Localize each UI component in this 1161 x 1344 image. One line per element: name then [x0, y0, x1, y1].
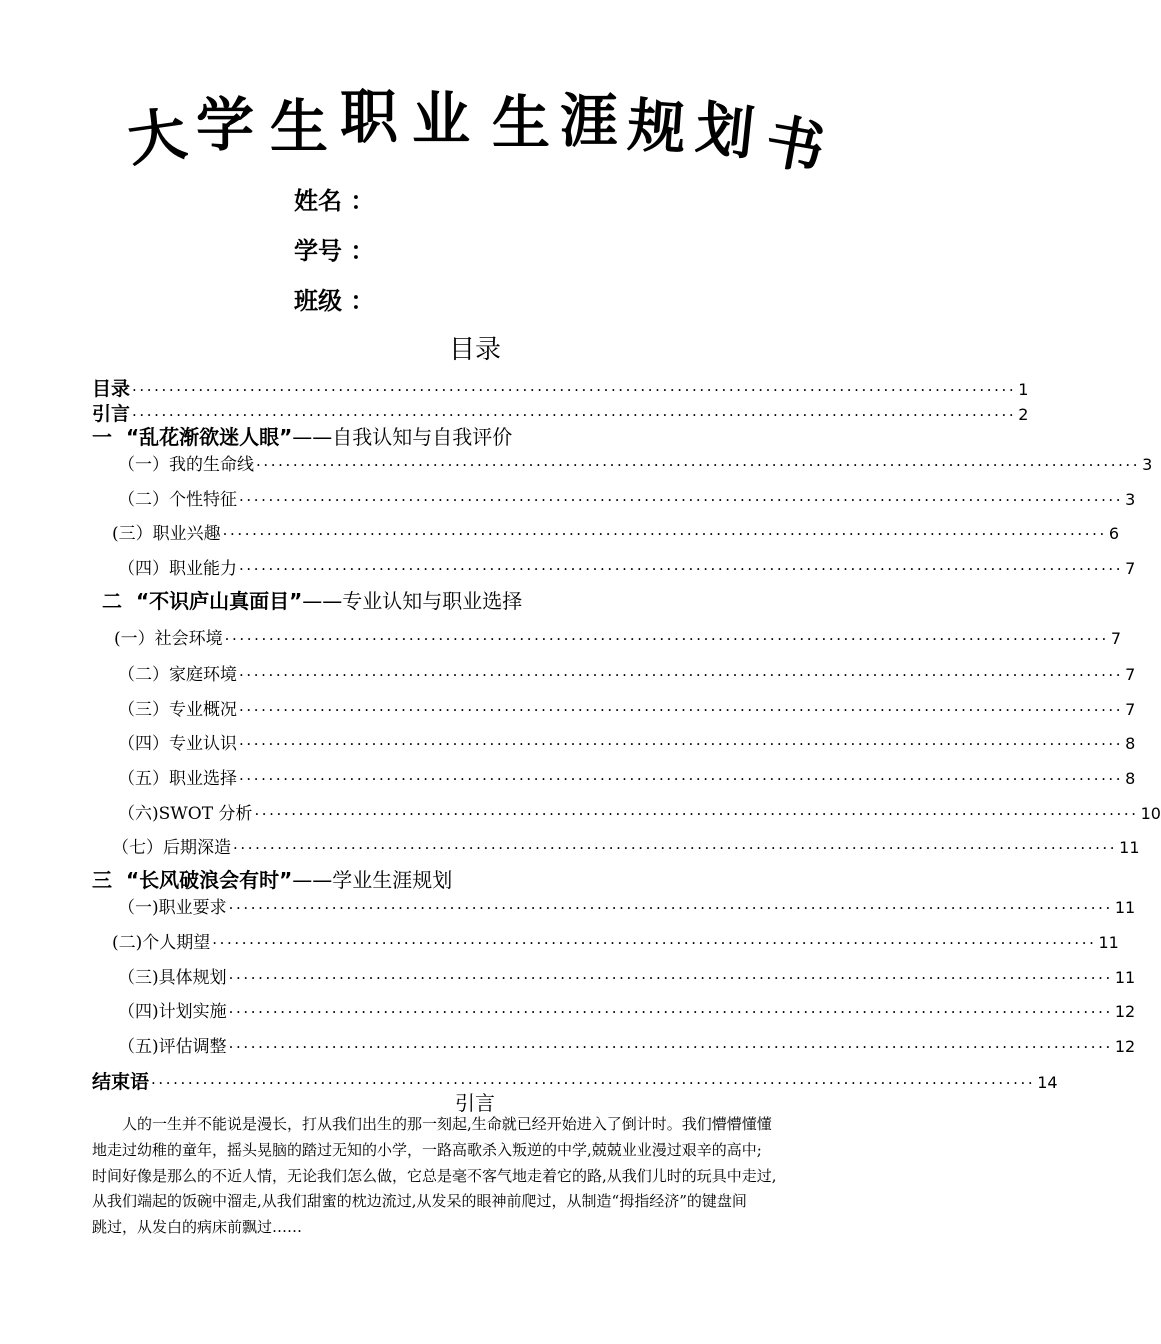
toc-page-number: 10 [1140, 804, 1161, 823]
toc-entry-conclusion[interactable] [92, 1067, 1058, 1093]
title-char: 生 [270, 93, 329, 161]
toc-page-number: 1 [1018, 380, 1029, 399]
toc-page-number: 11 [1114, 898, 1136, 917]
toc-entry-label: （二）家庭环境 [118, 665, 237, 685]
title-char: 书 [760, 106, 830, 184]
toc-dot-leader: ························································································································ [228, 969, 1113, 987]
section-number: 二 [102, 589, 136, 613]
intro-paragraph-line: 跳过，从发白的病床前飘过…… [92, 1218, 303, 1236]
toc-title: 目录 [448, 335, 501, 365]
title-char: 涯 [560, 87, 619, 155]
toc-page-number: 12 [1114, 1002, 1136, 1021]
student-id-label: 学号 ： [294, 237, 375, 265]
toc-dot-leader: ························································································································ [228, 1038, 1113, 1056]
section-quote: “不识庐山真面目” [135, 589, 303, 613]
toc-entry[interactable] [118, 1032, 1136, 1057]
toc-page-number: 8 [1125, 769, 1136, 788]
toc-entry-label: （五)评估调整 [118, 1037, 227, 1057]
toc-entry-label: （三)具体规划 [118, 968, 227, 988]
title-char: 业 [412, 85, 471, 153]
title-char: 大 [123, 99, 191, 175]
toc-entry[interactable] [118, 997, 1136, 1022]
toc-entry[interactable] [112, 833, 1140, 858]
section-number: 一 [92, 425, 126, 449]
class-label: 班级 ： [294, 287, 375, 315]
section-subtitle: ——自我认知与自我评价 [292, 425, 513, 449]
intro-paragraph-line: 人的一生并不能说是漫长，打从我们出生的那一刻起,生命就已经开始进入了倒计时。我们懵懵懂懂 [122, 1115, 772, 1133]
toc-entry-label: (二)个人期望 [112, 933, 211, 953]
toc-page-number: 3 [1125, 490, 1136, 509]
toc-page-number: 2 [1018, 405, 1029, 424]
toc-page-number: 7 [1110, 629, 1121, 648]
toc-dot-leader: ························································································································ [132, 381, 1017, 399]
section-number: 三 [92, 868, 126, 892]
toc-dot-leader: ························································································································ [239, 491, 1124, 509]
toc-page-number: 14 [1037, 1073, 1058, 1092]
intro-paragraph-line: 时间好像是那么的不近人情，无论我们怎么做，它总是毫不客气地走着它的路,从我们儿时的玩具中走过, [92, 1167, 777, 1185]
toc-dot-leader: ························································································································ [228, 1003, 1113, 1021]
toc-entry-label: 引言 [92, 403, 131, 425]
toc-entry-label: 目录 [92, 378, 131, 400]
title-char: 学 [196, 91, 255, 159]
toc-dot-leader: ························································································································ [132, 406, 1017, 424]
toc-dot-leader: ························································································································ [239, 770, 1124, 788]
toc-entry[interactable] [118, 729, 1136, 754]
toc-page-number: 11 [1114, 968, 1136, 987]
toc-entry-label: （四）专业认识 [118, 734, 237, 754]
document-title [120, 82, 840, 184]
toc-dot-leader: ························································································································ [222, 525, 1107, 543]
toc-entry-label: (三）职业兴趣 [112, 524, 221, 544]
toc-section-3-heading[interactable] [92, 867, 452, 893]
toc-entry-label: （七）后期深造 [112, 838, 231, 858]
name-label: 姓名 ： [294, 187, 375, 215]
toc-dot-leader: ························································································································ [233, 839, 1118, 857]
section-subtitle: ——学业生涯规划 [292, 868, 453, 892]
toc-entry-label: （四）职业能力 [118, 559, 237, 579]
toc-entry[interactable] [112, 519, 1119, 544]
toc-dot-leader: ························································································································ [254, 805, 1139, 823]
toc-entry[interactable] [118, 893, 1136, 918]
toc-entry-label: （六)SWOT 分析 [118, 804, 253, 824]
toc-entry[interactable] [118, 660, 1136, 685]
toc-dot-leader: ························································································································ [224, 630, 1109, 648]
toc-page-number: 7 [1125, 700, 1136, 719]
toc-entry-label: （三）专业概况 [118, 700, 237, 720]
toc-dot-leader: ························································································································ [239, 735, 1124, 753]
toc-page-number: 12 [1114, 1037, 1136, 1056]
toc-dot-leader: ························································································································ [256, 456, 1141, 474]
toc-entry-contents[interactable] [92, 374, 1029, 400]
toc-entry[interactable] [112, 928, 1119, 953]
toc-section-2-heading[interactable] [102, 588, 522, 614]
toc-page-number: 11 [1098, 933, 1119, 952]
toc-page-number: 6 [1108, 524, 1119, 543]
toc-section-1-heading[interactable] [92, 424, 512, 450]
toc-entry-label: (一）社会环境 [114, 629, 223, 649]
toc-entry-intro[interactable] [92, 399, 1029, 425]
toc-entry[interactable] [118, 554, 1136, 579]
toc-entry-label: （五）职业选择 [118, 769, 237, 789]
intro-paragraph-line: 地走过幼稚的童年，摇头晃脑的踏过无知的小学，一路高歌杀入叛逆的中学,兢兢业业漫过艰辛的高中; [92, 1141, 762, 1159]
toc-entry[interactable] [118, 963, 1136, 988]
toc-page-number: 3 [1142, 455, 1153, 474]
intro-paragraph-line: 从我们端起的饭碗中溜走,从我们甜蜜的枕边流过,从发呆的眼神前爬过，从制造“拇指经济”的键盘间 [92, 1192, 747, 1210]
toc-entry[interactable] [118, 764, 1136, 789]
toc-page-number: 11 [1119, 838, 1140, 857]
toc-entry-label: （一)职业要求 [118, 898, 227, 918]
toc-entry-label: 结束语 [92, 1071, 150, 1093]
toc-entry[interactable] [118, 485, 1136, 510]
toc-page-number: 7 [1125, 665, 1136, 684]
toc-entry[interactable] [118, 799, 1161, 824]
title-char: 职 [340, 83, 399, 151]
section-quote: “乱花渐欲迷人眼” [125, 425, 293, 449]
toc-entry[interactable] [114, 624, 1121, 649]
toc-dot-leader: ························································································································ [239, 560, 1124, 578]
section-subtitle: ——专业认知与职业选择 [302, 589, 523, 613]
toc-dot-leader: ························································································································ [212, 934, 1097, 952]
toc-dot-leader: ························································································································ [151, 1074, 1036, 1092]
section-quote: “长风破浪会有时” [125, 868, 293, 892]
title-char: 划 [692, 94, 758, 168]
toc-dot-leader: ························································································································ [228, 899, 1113, 917]
toc-page-number: 8 [1125, 734, 1136, 753]
toc-dot-leader: ························································································································ [239, 701, 1124, 719]
title-char: 生 [492, 89, 551, 157]
toc-entry-label: （二）个性特征 [118, 490, 237, 510]
intro-heading: 引言 [455, 1091, 495, 1115]
toc-page-number: 7 [1125, 559, 1136, 578]
toc-entry-label: （一）我的生命线 [118, 455, 254, 475]
toc-dot-leader: ························································································································ [239, 666, 1124, 684]
title-char: 规 [625, 91, 689, 163]
toc-entry-label: （四)计划实施 [118, 1002, 227, 1022]
toc-entry[interactable] [118, 450, 1153, 475]
toc-entry[interactable] [118, 695, 1136, 720]
